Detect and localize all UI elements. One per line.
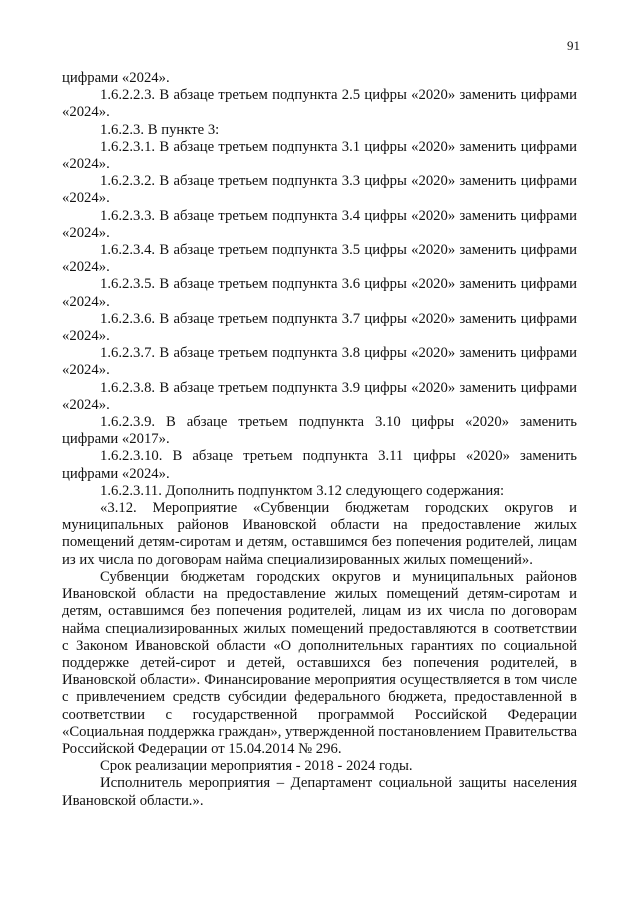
paragraph: 1.6.2.3.10. В абзаце третьем подпункта 3.11 цифры «2020» заменить цифрами «2024».: [62, 448, 577, 482]
paragraph: 1.6.2.3.1. В абзаце третьем подпункта 3.1 цифры «2020» заменить цифрами «2024».: [62, 138, 577, 173]
paragraph: 1.6.2.3.8. В абзаце третьем подпункта 3.9 цифры «2020» заменить цифрами «2024».: [62, 379, 577, 413]
paragraph: 1.6.2.3.6. В абзаце третьем подпункта 3.7 цифры «2020» заменить цифрами «2024».: [62, 310, 577, 345]
paragraph: 1.6.2.3.5. В абзаце третьем подпункта 3.6 цифры «2020» заменить цифрами «2024».: [62, 276, 577, 310]
page-number: 91: [567, 38, 580, 53]
paragraph: 1.6.2.3. В пункте 3:: [100, 121, 220, 138]
paragraph: цифрами «2024».: [62, 70, 170, 86]
paragraph: Исполнитель мероприятия – Департамент социальной защиты населения Ивановской области.».: [62, 775, 577, 809]
paragraph: 1.6.2.3.11. Дополнить подпунктом 3.12 следующего содержания:: [100, 482, 505, 499]
paragraph: 1.6.2.3.4. В абзаце третьем подпункта 3.5 цифры «2020» заменить цифрами «2024».: [62, 242, 577, 276]
quoted-paragraph: «3.12. Мероприятие «Субвенции бюджетам городских округов и муниципальных районов Ивановской области на предоставление жилых помещений детям-сиротам и детям, оставшимся без попечения родителей, лицам из их числа по договорам найма специализированных жилых помещений».: [62, 500, 577, 568]
paragraph: 1.6.2.3.9. В абзаце третьем подпункта 3.10 цифры «2020» заменить цифрами «2017».: [62, 414, 577, 448]
paragraph: 1.6.2.3.3. В абзаце третьем подпункта 3.4 цифры «2020» заменить цифрами «2024».: [62, 207, 577, 241]
document-body: [62, 70, 577, 810]
paragraph: 1.6.2.2.3. В абзаце третьем подпункта 2.5 цифры «2020» заменить цифрами «2024».: [62, 87, 577, 121]
paragraph: 1.6.2.3.7. В абзаце третьем подпункта 3.8 цифры «2020» заменить цифрами «2024».: [62, 345, 577, 379]
paragraph: 1.6.2.3.2. В абзаце третьем подпункта 3.3 цифры «2020» заменить цифрами «2024».: [62, 173, 577, 207]
paragraph: Срок реализации мероприятия - 2018 - 2024 годы.: [100, 758, 413, 775]
paragraph: Субвенции бюджетам городских округов и муниципальных районов Ивановской области на предоставление жилых помещений детям-сиротам и детям, оставшимся без попечения родителей, лицам из их числа по договорам найма специализированных жилых помещений предоставляются в соответствии с Законом Ивановской области «О дополнительных гарантиях по социальной поддержке детей-сирот и детей, оставшихся без попечения родителей, в Ивановской области». Финансирование мероприятия осуществляется в том числе с привлечением средств субсидии федерального бюджета, предоставленной в соответствии с государственной программой Российской Федерации «Социальная поддержка граждан», утвержденной постановлением Правительства Российской Федерации от 15.04.2014 № 296.: [62, 568, 577, 757]
